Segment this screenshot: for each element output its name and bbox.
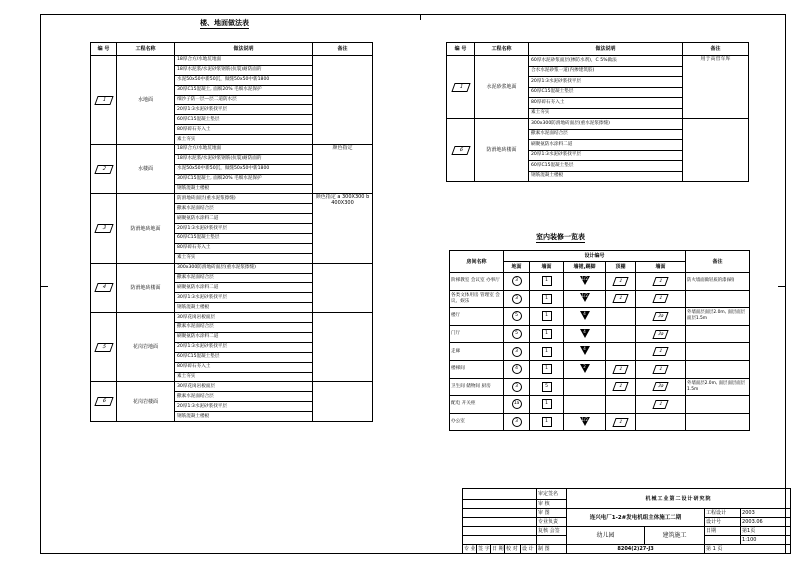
header-note: 备注 xyxy=(313,43,373,56)
method-item: 20厚1:3水泥砂浆找平层 xyxy=(529,150,683,161)
note xyxy=(686,290,750,308)
method-item: 撒素水泥面结合层 xyxy=(175,392,313,402)
wall-code xyxy=(530,360,564,378)
roof-code xyxy=(636,308,686,326)
dado-label: 4 xyxy=(583,310,586,316)
row-number xyxy=(447,56,475,119)
method-item: 素土夯实 xyxy=(175,135,313,145)
note xyxy=(686,325,750,343)
method-item: 刷聚氨防水涂料二道 xyxy=(175,214,313,224)
roof-code xyxy=(636,290,686,308)
dado-code xyxy=(564,413,606,431)
dado-code xyxy=(564,325,606,343)
year-info: 2003 xyxy=(741,509,791,518)
dado-label: 1/2 xyxy=(581,275,588,281)
method-item: 30厚C15混凝土, 面细20% 毛细水泥保护 xyxy=(175,85,313,95)
room-name: 各类文体用房 管理室 会议、娱乐 xyxy=(450,290,504,308)
dado-label: 1/2 xyxy=(581,416,588,422)
note xyxy=(686,343,750,361)
label-cosign: 复核 会签 xyxy=(537,527,567,536)
row-number xyxy=(91,56,117,145)
wall-code xyxy=(530,343,564,361)
room-name: 楼梯间 xyxy=(450,360,504,378)
ceiling-code xyxy=(606,413,636,431)
ceiling-code xyxy=(606,273,636,291)
floor-code xyxy=(504,413,530,431)
roof-code xyxy=(636,413,686,431)
method-item: 撒素水泥面结合层 xyxy=(529,129,683,140)
wall-symbol: 1 xyxy=(542,417,552,427)
dado-code xyxy=(564,273,606,291)
floor-symbol: 3 xyxy=(512,417,522,427)
room-name: 配电 开关柜 xyxy=(450,396,504,414)
ceiling-code xyxy=(606,343,636,361)
method-item: 20厚1:3水泥砂浆找平层 xyxy=(529,77,683,88)
method-item: 水泥50x50中新50沉，做缝50x50中新1800 xyxy=(175,75,313,85)
wall-code xyxy=(530,378,564,396)
method-item: 30厚花岗岩板面层 xyxy=(175,313,313,323)
method-item: 刷聚氨防水涂料二道 xyxy=(529,140,683,151)
ceiling-code xyxy=(606,378,636,396)
roof-code xyxy=(636,396,686,414)
dado-symbol xyxy=(580,364,590,373)
header-note: 备注 xyxy=(683,43,749,56)
note xyxy=(313,382,373,422)
wall-symbol: 1 xyxy=(542,329,552,339)
method-item: 18厚水泥浆/水泥砂浆钢筋(抗裂)耐防面的 xyxy=(175,154,313,164)
method-item: 素土夯实 xyxy=(529,108,683,119)
ceiling-symbol: 1 xyxy=(612,418,628,427)
roof-symbol: 3a xyxy=(652,312,668,321)
header-num: 编 号 xyxy=(91,43,117,56)
header-roof: 墙面 xyxy=(636,262,686,273)
method-item: 30厚C15混凝土, 面细20% 毛细水泥保护 xyxy=(175,174,313,184)
method-item: 20厚1:3水泥砂浆找平层 xyxy=(175,105,313,115)
method-item: 60厚C15混凝土垫层 xyxy=(175,115,313,125)
floor-symbol: 1a xyxy=(512,399,522,409)
floor-symbol: 5 xyxy=(512,329,522,339)
wall-code xyxy=(530,290,564,308)
method-item: 刷聚氨防水涂料二道 xyxy=(175,332,313,342)
method-item: 300x300防滑地砖面层(重水泥浆擦缝) xyxy=(529,119,683,130)
note: 外墙面层面层2.0m, 面层面层面层1.5m xyxy=(686,308,750,326)
left-table-title: 楼、地面做法表 xyxy=(200,19,249,27)
header-wall: 墙面 xyxy=(530,262,564,273)
work-name: 水地面 xyxy=(117,56,175,145)
dado-code xyxy=(564,396,606,414)
sig-date: 日 期 xyxy=(492,545,504,552)
method-item: 防滑地砖面层(重水泥浆擦缝) xyxy=(175,194,313,204)
method-item: 素土夯实 xyxy=(175,253,313,263)
date: 2003.06 xyxy=(741,518,791,527)
method-item: 80厚碎石夯入土 xyxy=(529,98,683,109)
wall-symbol: 1 xyxy=(542,347,552,357)
cut-mark xyxy=(778,286,786,287)
note xyxy=(683,119,749,182)
method-item: 30厚1:3水泥砂浆找平层 xyxy=(175,293,313,303)
number-tag: 3 xyxy=(94,224,113,233)
sig-discipline: 专 业 xyxy=(464,545,476,552)
drawing-type: 建筑施工 xyxy=(645,527,705,545)
label-review: 审 核 xyxy=(537,500,567,509)
floor-code xyxy=(504,378,530,396)
wall-symbol: 1 xyxy=(542,311,552,321)
wall-symbol: 1 xyxy=(542,276,552,286)
row-number xyxy=(91,313,117,382)
wall-code xyxy=(530,325,564,343)
wall-symbol: 1 xyxy=(542,294,552,304)
method-item: 20厚1:3水泥砂浆找平层 xyxy=(175,342,313,352)
wall-symbol: 1 xyxy=(542,399,552,409)
floor-symbol: 4 xyxy=(512,364,522,374)
number-tag: 1 xyxy=(94,96,113,105)
wall-code xyxy=(530,273,564,291)
room-name: 走廊 xyxy=(450,343,504,361)
dado-code xyxy=(564,360,606,378)
room-name: 门厅 xyxy=(450,325,504,343)
roof-symbol: 1 xyxy=(652,365,668,374)
floor-symbol: 3 xyxy=(512,347,522,357)
roof-code xyxy=(636,343,686,361)
method-item: 20厚1:3水泥砂浆找平层 xyxy=(175,402,313,412)
room-name: 卫生间 储物间 厨房 xyxy=(450,378,504,396)
number-tag: 1 xyxy=(451,83,470,92)
floor-code xyxy=(504,325,530,343)
sig-designer: 设 计 xyxy=(521,544,537,553)
sheet-number: 第1页 xyxy=(741,527,791,536)
sheet-of: 第 1 页 xyxy=(705,544,791,553)
ceiling-code xyxy=(606,325,636,343)
method-item: 80厚碎石夯入土 xyxy=(175,243,313,253)
method-item: 水泥50x50中新50沉，做缝50x50中新1800 xyxy=(175,164,313,174)
wall-symbol: 5 xyxy=(542,382,552,392)
title-block xyxy=(462,488,791,554)
floor-finish-table-2 xyxy=(446,42,749,182)
sig-proof: 校 对 xyxy=(505,544,521,553)
method-item: 30厚花岗岩板面层 xyxy=(175,382,313,392)
number-tag: 6 xyxy=(94,397,113,406)
note xyxy=(686,413,750,431)
header-room: 房间名称 xyxy=(450,251,504,273)
roof-symbol: 3a xyxy=(652,330,668,339)
method-item: 合水水泥砂浆一道(内掺建筑胶) xyxy=(529,66,683,77)
method-item: 18厚合方/水地坑地面 xyxy=(175,56,313,66)
roof-code xyxy=(636,378,686,396)
header-name: 工程名称 xyxy=(475,43,529,56)
note xyxy=(686,360,750,378)
row-number xyxy=(91,145,117,194)
label-lead: 专业负责 xyxy=(537,518,567,527)
dado-symbol xyxy=(580,346,590,355)
finish-table-title: 室内装修一览表 xyxy=(536,233,585,241)
company-name: 机械工业第二设计研究院 xyxy=(567,489,791,509)
work-name: 防滑地砖地面 xyxy=(117,194,175,263)
sig-drafter: 制 图 xyxy=(537,544,567,553)
method-item: 80厚碎石夯入土 xyxy=(175,362,313,372)
label-approve: 审定签名 xyxy=(537,489,567,500)
roof-symbol: 1 xyxy=(652,400,668,409)
number-tag: 6 xyxy=(451,146,470,155)
floor-finish-table xyxy=(90,42,373,422)
dado-symbol xyxy=(580,276,590,285)
room-name: 楼厅 xyxy=(450,308,504,326)
dado-label: 1/2 xyxy=(581,293,588,299)
scale: 1:100 xyxy=(741,536,791,545)
roof-code xyxy=(636,273,686,291)
header-dado: 墙裙,踢脚 xyxy=(564,262,606,273)
dado-code xyxy=(564,343,606,361)
label-design-no: 设计号 xyxy=(705,518,741,527)
dado-symbol xyxy=(580,293,590,302)
method-item: 钢筋混凝土楼板 xyxy=(529,171,683,182)
ceiling-code xyxy=(606,396,636,414)
wall-code xyxy=(530,396,564,414)
method-item: 钢筋混凝土楼板 xyxy=(175,184,313,194)
method-item: 撒素水泥面结合层 xyxy=(175,273,313,283)
row-number xyxy=(91,382,117,422)
floor-symbol: 3 xyxy=(512,382,522,392)
number-tag: 5 xyxy=(94,343,113,352)
row-number xyxy=(91,194,117,263)
sig-sign: 签 字 xyxy=(478,545,490,552)
method-item: 细沙子防一层—层二道防水层 xyxy=(175,95,313,105)
work-name: 防滑地砖楼面 xyxy=(475,119,529,182)
note xyxy=(686,396,750,414)
header-note: 备注 xyxy=(686,251,750,273)
label-date: 日期 xyxy=(705,527,741,536)
method-item: 300x300防滑地砖面层(重水泥浆擦缝) xyxy=(175,263,313,273)
dado-symbol xyxy=(580,329,590,338)
room-name: 阶梯教室 会议室 办事厅 xyxy=(450,273,504,291)
ceiling-code xyxy=(606,360,636,378)
header-ceiling: 顶棚 xyxy=(606,262,636,273)
ceiling-symbol: 1 xyxy=(612,365,628,374)
ceiling-symbol: 1 xyxy=(612,382,628,391)
method-item: 60厚C15混凝土垫层 xyxy=(529,161,683,172)
method-item: 素土夯实 xyxy=(175,372,313,382)
header-method: 做法说明 xyxy=(529,43,683,56)
wall-code xyxy=(530,308,564,326)
work-name: 花岗岩楼面 xyxy=(117,382,175,422)
ceiling-code xyxy=(606,308,636,326)
note: 颜色指定 a 300X300 b 400X300 xyxy=(313,194,373,263)
wall-symbol: 1 xyxy=(542,364,552,374)
floor-code xyxy=(504,290,530,308)
method-item: 刷聚氨防水涂料二道 xyxy=(175,283,313,293)
floor-code xyxy=(504,396,530,414)
floor-code xyxy=(504,360,530,378)
note: 颜色指定 xyxy=(313,145,373,194)
floor-code xyxy=(504,308,530,326)
dado-label: 4 xyxy=(583,328,586,334)
project-name: 连兴电厂1-2#发电机组主体施工二期 xyxy=(567,509,705,527)
room-name: 办公室 xyxy=(450,413,504,431)
dado-symbol xyxy=(580,311,590,320)
number-tag: 2 xyxy=(94,165,113,174)
finish-schedule-table xyxy=(449,250,750,431)
method-item: 18厚合方/水地坑地面 xyxy=(175,145,313,155)
row-number xyxy=(447,119,475,182)
method-item: 20厚1:3水泥砂浆找平层 xyxy=(175,224,313,234)
cut-mark xyxy=(420,14,421,20)
method-item: 钢筋混凝土楼板 xyxy=(175,303,313,313)
label-design: 工程设计 xyxy=(705,509,741,518)
roof-code xyxy=(636,360,686,378)
roof-symbol: 1 xyxy=(652,294,668,303)
method-item: 60厚水泥砂浆面层(掺防水剂)，C 5%做法 xyxy=(529,56,683,67)
work-name: 防滑地砖楼面 xyxy=(117,263,175,312)
method-item: 撒素水泥面结合层 xyxy=(175,323,313,333)
roof-symbol: 1 xyxy=(652,347,668,356)
header-method: 做法说明 xyxy=(175,43,313,56)
roof-code xyxy=(636,325,686,343)
work-name: 水楼面 xyxy=(117,145,175,194)
note xyxy=(313,313,373,382)
ceiling-code xyxy=(606,290,636,308)
note xyxy=(313,263,373,312)
floor-symbol: 5 xyxy=(512,311,522,321)
dado-code xyxy=(564,308,606,326)
ceiling-symbol: 1 xyxy=(612,277,628,286)
floor-code xyxy=(504,343,530,361)
note xyxy=(313,56,373,145)
dado-label: 2 xyxy=(583,363,586,369)
method-item: 撒素水泥面结合层 xyxy=(175,204,313,214)
method-item: 钢筋混凝土楼板 xyxy=(175,412,313,422)
note: 防火墙面做轻质的漆(刷) xyxy=(686,273,750,291)
dado-code xyxy=(564,290,606,308)
number-tag: 4 xyxy=(94,283,113,292)
method-item: 60厚C15混凝土垫层 xyxy=(529,87,683,98)
header-name: 工程名称 xyxy=(117,43,175,56)
header-num: 编 号 xyxy=(447,43,475,56)
row-number xyxy=(91,263,117,312)
dado-label: 4 xyxy=(583,346,586,352)
roof-symbol: 1 xyxy=(652,277,668,286)
method-item: 60厚C15混凝土垫层 xyxy=(175,352,313,362)
ceiling-symbol: 1 xyxy=(612,294,628,303)
floor-symbol: 3 xyxy=(512,294,522,304)
note: 用于高管车库 xyxy=(683,56,749,119)
cut-mark xyxy=(40,286,48,287)
note: 外墙面层2.0m, 面层面层面层1.5m xyxy=(686,378,750,396)
method-item: 60厚C15混凝土垫层 xyxy=(175,234,313,244)
header-floor: 地面 xyxy=(504,262,530,273)
header-design-no: 设计编号 xyxy=(504,251,686,262)
drawing-name: 幼儿园 xyxy=(567,527,645,545)
method-item: 18厚水泥浆/水泥砂浆钢筋(抗裂)耐防面的 xyxy=(175,65,313,75)
dado-code xyxy=(564,378,606,396)
wall-code xyxy=(530,413,564,431)
floor-symbol: 3 xyxy=(512,276,522,286)
floor-code xyxy=(504,273,530,291)
roof-symbol: 3a xyxy=(652,382,668,391)
method-item: 80厚碎石夯入土 xyxy=(175,125,313,135)
dado-symbol xyxy=(580,417,590,426)
label-check: 审 图 xyxy=(537,509,567,518)
work-name: 花岗岩地面 xyxy=(117,313,175,382)
drawing-number: 8204(2)27-J3 xyxy=(567,544,705,553)
work-name: 水泥砂浆地面 xyxy=(475,56,529,119)
